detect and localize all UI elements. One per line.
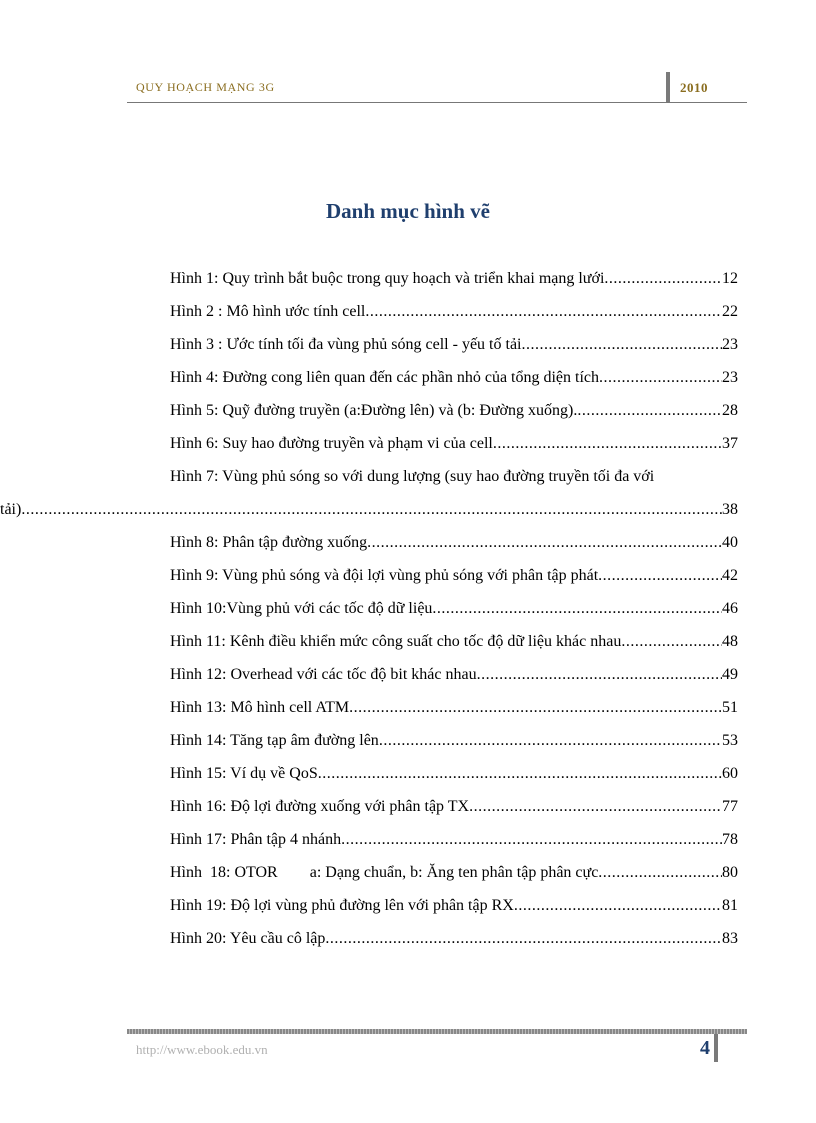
toc-entry-label: Hình 10:Vùng phủ với các tốc độ dữ liệu (170, 600, 433, 617)
toc-entry-page: 23 (722, 336, 738, 353)
footer-rule (127, 1029, 747, 1034)
toc-entry-label: Hình 17: Phân tập 4 nhánh (170, 831, 342, 848)
toc-entry-page: 38 (722, 501, 738, 518)
toc-leader-dots (514, 895, 722, 917)
toc-entry-page: 42 (722, 567, 738, 584)
toc-entry-label: Hình 18: OTOR a: Dạng chuẩn, b: Ăng ten phân tập phân cực (170, 864, 599, 881)
toc-entry[interactable] (136, 862, 738, 895)
toc-entry[interactable] (0, 466, 738, 521)
toc-entry[interactable] (136, 631, 738, 664)
footer-url[interactable]: http://www.ebook.edu.vn (136, 1042, 268, 1057)
toc-entry-label: Hình 15: Ví dụ về QoS (170, 765, 318, 782)
toc-leader-dots (21, 499, 722, 521)
toc-entry-page: 81 (722, 897, 738, 914)
toc-leader-dots (365, 301, 722, 323)
toc-entry-label: Hình 7: Vùng phủ sóng so với dung lượng (suy hao đường truyền tối đa với (170, 468, 655, 485)
toc-entry-label: Hình 2 : Mô hình ước tính cell (170, 303, 366, 320)
toc-entry-label: Hình 6: Suy hao đường truyền và phạm vi của cell (170, 435, 493, 452)
toc-entry-page: 37 (722, 435, 738, 452)
toc-entry[interactable] (136, 268, 738, 301)
toc-entry-page: 48 (722, 633, 738, 650)
toc-entry-label: Hình 1: Quy trình bắt buộc trong quy hoạch và triển khai mạng lưới (170, 270, 605, 287)
page-number: 4 (700, 1037, 710, 1059)
toc-entry-page: 49 (722, 666, 738, 683)
toc-leader-dots (598, 862, 722, 884)
toc-entry[interactable] (136, 301, 738, 334)
toc-entry-page: 60 (722, 765, 738, 782)
toc-leader-dots (341, 829, 722, 851)
toc-entry[interactable] (136, 334, 738, 367)
toc-entry-label: Hình 8: Phân tập đường xuống (170, 534, 368, 551)
running-header-year: 2010 (680, 80, 708, 95)
footer-divider-bar (714, 1034, 718, 1062)
toc-entry[interactable] (136, 664, 738, 697)
toc-leader-dots (469, 796, 722, 818)
toc-leader-dots (432, 598, 722, 620)
toc-entry-label: Hình 16: Độ lợi đường xuống với phân tập TX (170, 798, 470, 815)
toc-entry[interactable] (136, 928, 738, 961)
running-header-title: QUY HOẠCH MẠNG 3G (136, 80, 275, 94)
toc-leader-dots (325, 928, 722, 950)
toc-entry-page: 12 (722, 270, 738, 287)
toc-leader-dots (604, 268, 722, 290)
toc-entry[interactable] (136, 697, 738, 730)
toc-entry-page: 40 (722, 534, 738, 551)
toc-leader-dots (621, 631, 722, 653)
toc-entry-page: 23 (722, 369, 738, 386)
toc-entry-page: 80 (722, 864, 738, 881)
toc-leader-dots (599, 367, 722, 389)
header-rule (127, 102, 747, 103)
toc-entry-page: 22 (722, 303, 738, 320)
toc-leader-dots (318, 763, 722, 785)
toc-entry-label: Hình 5: Quỹ đường truyền (a:Đường lên) và (b: Đường xuống). (170, 402, 578, 419)
toc-leader-dots (349, 697, 722, 719)
toc-leader-dots (493, 433, 722, 455)
toc-entry-page: 28 (722, 402, 738, 419)
toc-leader-dots (598, 565, 722, 587)
toc-entry[interactable] (136, 532, 738, 565)
table-of-figures (0, 268, 738, 961)
toc-entry-page: 53 (722, 732, 738, 749)
toc-entry-label: Hình 9: Vùng phủ sóng và đội lợi vùng phủ sóng với phân tập phát (170, 567, 599, 584)
toc-entry-label: Hình 14: Tăng tạp âm đường lên (170, 732, 379, 749)
toc-leader-dots (522, 334, 723, 356)
toc-entry[interactable] (136, 400, 738, 433)
toc-entry-page: 46 (722, 600, 738, 617)
toc-entry-label: Hình 12: Overhead với các tốc độ bit khác nhau (170, 666, 477, 683)
toc-entry-label: Hình 13: Mô hình cell ATM (170, 699, 350, 716)
toc-entry-page: 78 (722, 831, 738, 848)
toc-leader-dots (577, 400, 722, 422)
toc-entry-page: 77 (722, 798, 738, 815)
header-divider-bar (666, 72, 670, 102)
toc-entry-page: 83 (722, 930, 738, 947)
toc-entry-label: Hình 4: Đường cong liên quan đến các phần nhỏ của tổng diện tích (170, 369, 600, 386)
toc-leader-dots (477, 664, 722, 686)
toc-entry[interactable] (136, 763, 738, 796)
toc-entry[interactable] (136, 565, 738, 598)
toc-leader-dots (367, 532, 722, 554)
toc-entry-label: Hình 11: Kênh điều khiển mức công suất cho tốc độ dữ liệu khác nhau (170, 633, 622, 650)
toc-entry[interactable] (136, 796, 738, 829)
toc-leader-dots (379, 730, 722, 752)
toc-entry[interactable] (136, 895, 738, 928)
toc-entry-continuation (0, 499, 738, 521)
toc-entry-label: Hình 20: Yêu cầu cô lập (170, 930, 326, 947)
toc-entry[interactable] (136, 829, 738, 862)
toc-entry[interactable] (136, 433, 738, 466)
page-title: Danh mục hình vẽ (326, 199, 490, 223)
toc-entry[interactable] (136, 730, 738, 763)
toc-entry[interactable] (136, 367, 738, 400)
toc-entry-label: Hình 19: Độ lợi vùng phủ đường lên với phân tập RX (170, 897, 514, 914)
toc-entry[interactable] (136, 598, 738, 631)
toc-entry-label: Hình 3 : Ước tính tối đa vùng phủ sóng cell - yếu tố tải (170, 336, 522, 353)
toc-entry-label-cont: tải) (0, 501, 22, 518)
toc-entry-page: 51 (722, 699, 738, 716)
